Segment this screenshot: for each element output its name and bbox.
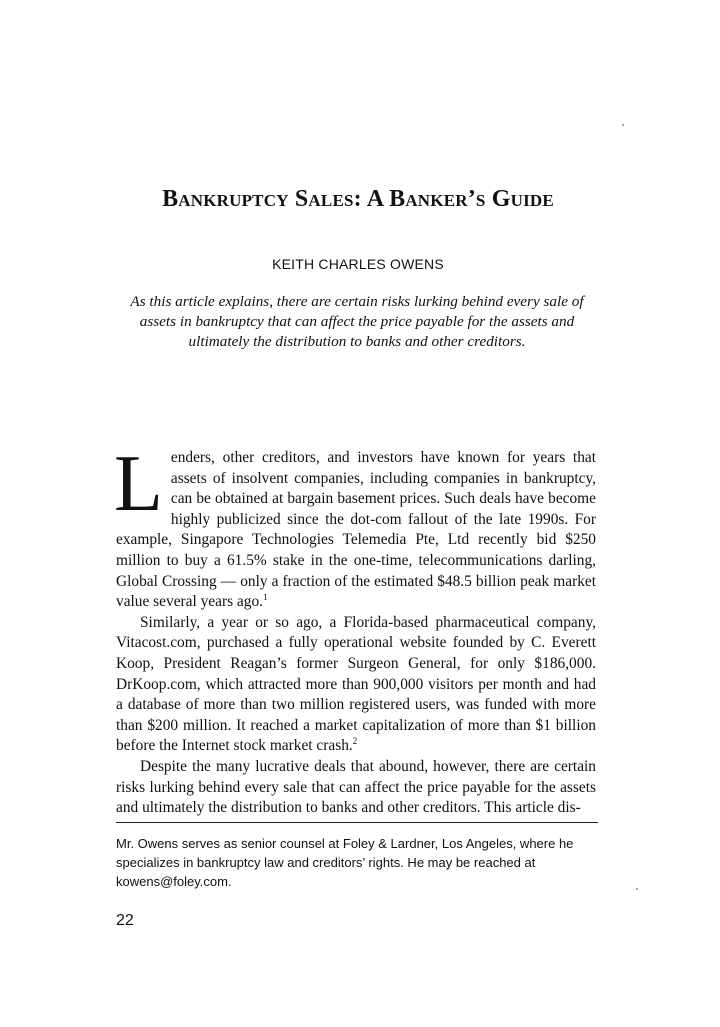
body-paragraph-1	[114, 440, 596, 613]
scan-speck	[622, 124, 624, 126]
drop-cap: L	[114, 440, 163, 528]
body-paragraph-3: Despite the many lucrative deals that abound, however, there are certain risks lurking behind every sale that can affect the price payable for the assets and ultimately the distribution to banks and other creditors. This article dis-	[116, 757, 596, 817]
article-author: KEITH CHARLES OWENS	[272, 256, 444, 272]
author-footnote: Mr. Owens serves as senior counsel at Foley & Lardner, Los Angeles, where he specializes in bankruptcy law and creditors’ rights. He may be reached at kowens@foley.com.	[116, 836, 574, 889]
article-abstract: As this article explains, there are certain risks lurking behind every sale of assets in bankruptcy that can affect the price payable for the assets and ultimately the distribution to banks and other creditors.	[130, 293, 584, 350]
paragraph-1-text: enders, other creditors, and investors have known for years that assets of insolvent companies, including companies in bankruptcy, can be obtained at bargain basement prices. Such deals have become highly publicized since the dot-com fallout of the late 1990s. For example, Singapore Technologies Telemedia Pte, Ltd recently bid $250 million to buy a 61.5% stake in the one-time, telecommunications darling, Global Crossing — only a fraction of the estimated $48.5 billion peak market value several years ago.	[116, 449, 596, 611]
footnote-ref-2: 2	[352, 736, 358, 747]
page-number: 22	[116, 912, 134, 929]
article-body	[114, 440, 596, 819]
body-paragraph-2	[116, 613, 596, 757]
scan-speck	[636, 888, 638, 890]
footnote-divider	[116, 822, 598, 823]
article-title: Bankruptcy Sales: A Banker’s Guide	[162, 186, 554, 212]
footnote-ref-1: 1	[263, 592, 268, 603]
paragraph-2-text: Similarly, a year or so ago, a Florida-based pharmaceutical company, Vitacost.com, purchased a fully operational website founded by C. Everett Koop, President Reagan’s former Surgeon General, for only $186,000. DrKoop.com, which attracted more than 900,000 visitors per month and had a database of more than two million registered users, was funded with more than $200 million. It reached a market capitalization of more than $1 billion before the Internet stock market crash.	[116, 613, 596, 755]
